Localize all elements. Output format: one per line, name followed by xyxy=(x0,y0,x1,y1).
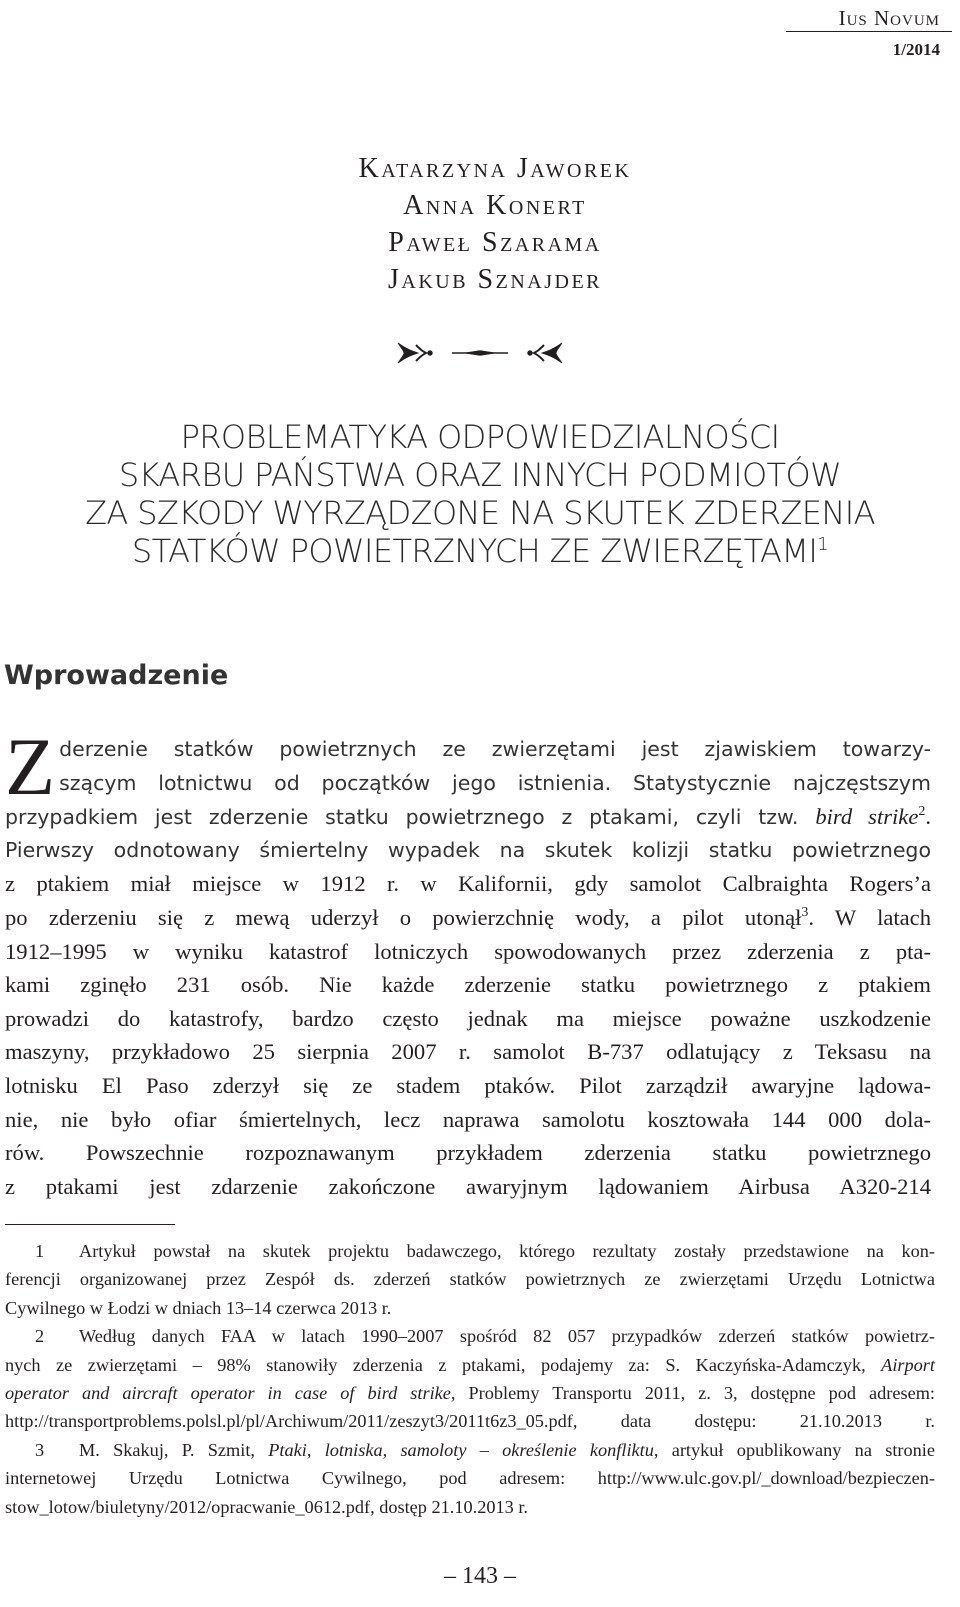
footnote-line: Cywilnego w Łodzi w dniach 13–14 czerwca 2013 r. xyxy=(5,1297,392,1318)
footnote-text: nych ze zwierzętami – 98% stanowiły zderzenia z ptakami, podajemy za: S. Kaczyńska-Adamczyk, xyxy=(5,1354,882,1375)
text-segment: po zderzeniu się z mewą uderzył o powierzchnię wody, a pilot utonął xyxy=(5,904,802,930)
footnote-text: , Problemy Transportu 2011, z. 3, dostępne pod adresem: xyxy=(450,1383,935,1404)
page-number: – 143 – xyxy=(444,1563,516,1589)
footnote-line: http://transportproblems.polsl.pl/pl/Archiwum/2011/zeszyt3/2011t6z3_05.pdf, data dostępu: 21.10.2013 r. xyxy=(5,1411,935,1432)
footnotes xyxy=(5,1237,935,1521)
footnote-italic: operator and aircraft operator in case of bird strike xyxy=(5,1383,451,1404)
text-line: szącym lotnictwu od początków jego istnienia. Statystycznie najczęstszym xyxy=(59,770,931,795)
section-heading: Wprowadzenie xyxy=(4,660,229,691)
title-line xyxy=(0,532,960,570)
footnote-number: 2 xyxy=(35,1326,45,1347)
footnote-line xyxy=(5,1237,935,1265)
text-segment: przypadkiem jest zderzenie statku powietrznego z ptakami, czyli tzw. xyxy=(5,805,816,830)
text-segment: . W latach xyxy=(808,904,932,930)
footnote-line: stow_lotow/biuletyny/2012/opracwanie_0612.pdf, dostęp 21.10.2013 r. xyxy=(5,1496,528,1517)
title-line-text: STATKÓW POWIETRZNYCH ZE ZWIERZĘTAMI xyxy=(131,532,818,570)
footnote-text: Według danych FAA w latach 1990–2007 spośród 82 057 przypadków zderzeń statków powietrz- xyxy=(79,1326,935,1347)
text-line: 1912–1995 w wyniku katastrof lotniczych spowodowanych przez zderzenia z pta- xyxy=(5,938,931,964)
title-line: SKARBU PAŃSTWA ORAZ INNYCH PODMIOTÓW xyxy=(118,456,842,494)
footnote-italic: Airport xyxy=(881,1354,935,1375)
footnote-line: internetowej Urzędu Lotnictwa Cywilnego, pod adresem: http://www.ulc.gov.pl/_download/bezpieczen- xyxy=(5,1468,935,1489)
header-rule xyxy=(786,31,952,32)
fleuron-icon xyxy=(390,335,570,371)
text-line: rów. Powszechnie rozpoznawanym przykładem zderzenia statku powietrznego xyxy=(5,1140,931,1166)
text-line: z ptakiem miał miejsce w 1912 r. w Kalifornii, gdy samolot Calbraighta Rogers’a xyxy=(5,871,931,897)
footnote-line xyxy=(5,1322,935,1350)
title-line: PROBLEMATYKA ODPOWIEDZIALNOŚCI xyxy=(180,418,780,456)
footnote-number: 1 xyxy=(35,1241,45,1261)
footnote-italic: Ptaki, lotniska, samoloty – określenie konfliktu xyxy=(268,1439,654,1460)
text-line: derzenie statków powietrznych ze zwierzętami jest zjawiskiem towarzy- xyxy=(59,737,931,761)
author-list xyxy=(0,150,960,298)
author-name: Paweł Szarama xyxy=(388,227,602,258)
title-line: ZA SZKODY WYRZĄDZONE NA SKUTEK ZDERZENIA xyxy=(85,494,875,532)
author-name: Katarzyna Jaworek xyxy=(358,153,632,184)
footnote-text: , artykuł opublikowany na stronie xyxy=(653,1439,935,1460)
text-line: Pierwszy odnotowany śmiertelny wypadek na skutek kolizji statku powietrznego xyxy=(5,837,931,862)
footnote-line: ferencji organizowanej przez Zespół ds. zderzeń statków powietrznych ze zwierzętami Urzędu Lotnictwa xyxy=(5,1269,935,1290)
article-title xyxy=(0,418,960,570)
author-name: Anna Konert xyxy=(403,190,587,221)
drop-cap: Z xyxy=(5,721,56,812)
title-footnote-ref: 1 xyxy=(817,534,829,555)
footnote-ref: 2 xyxy=(918,804,926,820)
body-paragraph xyxy=(5,721,932,1203)
footnote-line xyxy=(5,1379,935,1407)
text-line: maszyny, przykładowo 25 sierpnia 2007 r. samolot B-737 odlatujący z Teksasu na xyxy=(5,1039,931,1065)
footnote-ref: 3 xyxy=(801,904,809,920)
footnote-number: 3 xyxy=(35,1439,45,1460)
footnote-line xyxy=(5,1351,935,1379)
text-line xyxy=(5,800,931,834)
footnote-line xyxy=(5,1436,935,1464)
issue-number: 1/2014 xyxy=(892,40,940,59)
footnote-text: Artykuł powstał na skutek projektu badawczego, którego rezultaty zostały przedstawione na kon- xyxy=(79,1241,935,1261)
footnote-separator xyxy=(5,1224,175,1225)
author-name: Jakub Sznajder xyxy=(387,264,603,295)
text-line: prowadzi do katastrofy, bardzo często jednak ma miejsce poważne uszkodzenie xyxy=(5,1005,931,1031)
text-line: kami zginęło 231 osób. Nie każde zderzenie statku powietrznego z ptakiem xyxy=(5,972,931,998)
footnote-text: M. Skakuj, P. Szmit, xyxy=(79,1439,269,1460)
text-line: lotnisku El Paso zderzył się ze stadem ptaków. Pilot zarządził awaryjne lądowa- xyxy=(5,1072,931,1098)
journal-name: Ius Novum xyxy=(838,6,940,30)
text-line: z ptakami jest zdarzenie zakończone awaryjnym lądowaniem Airbusa A320-214 xyxy=(5,1173,931,1199)
text-italic: bird strike xyxy=(815,804,919,830)
text-segment: . xyxy=(925,804,932,830)
text-line xyxy=(5,901,931,935)
fleuron-ornament xyxy=(0,335,960,371)
text-line: nie, nie było ofiar śmiertelnych, lecz naprawa samolotu kosztowała 144 000 dola- xyxy=(5,1106,931,1132)
